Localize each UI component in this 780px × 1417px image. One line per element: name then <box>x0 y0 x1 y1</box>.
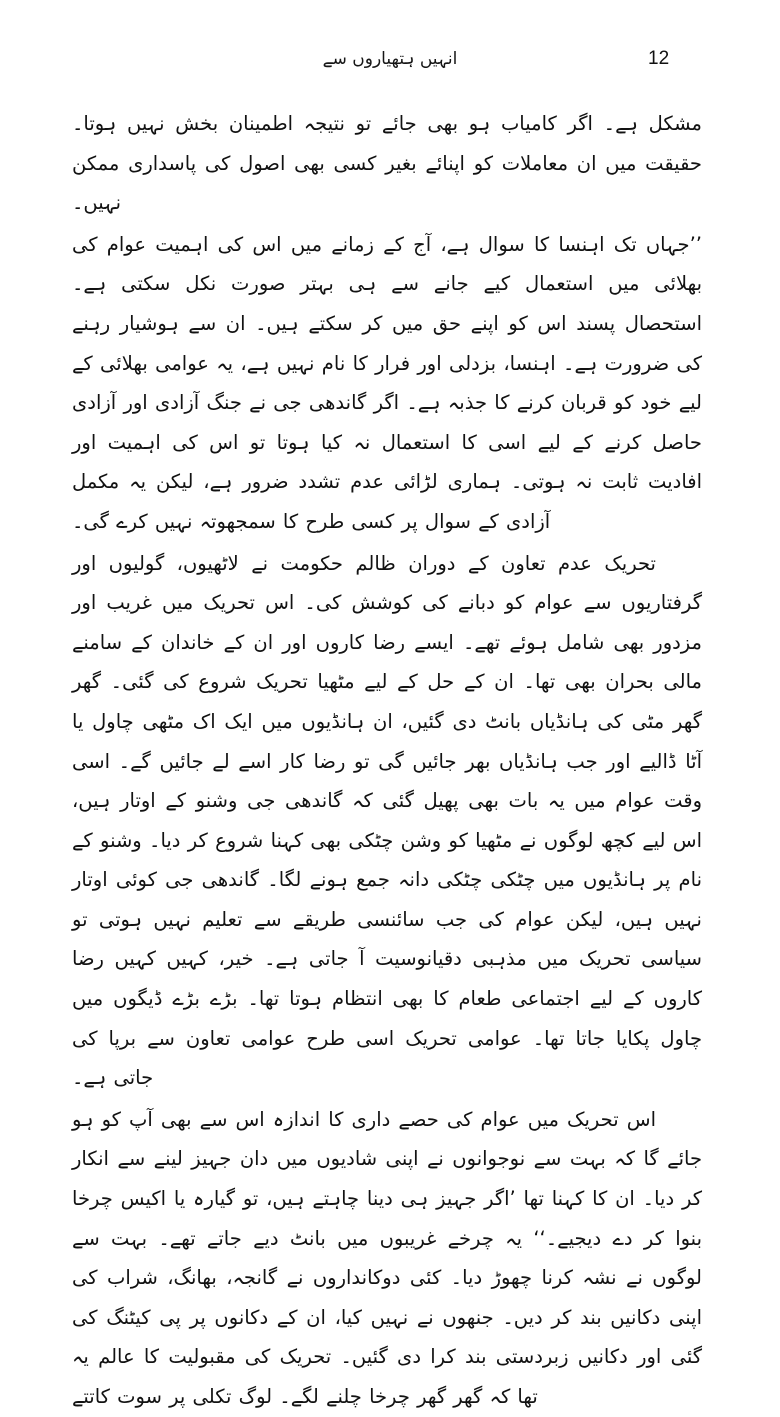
page-body-text <box>72 104 702 1408</box>
paragraph-quotation: ’’جہاں تک اہنسا کا سوال ہے، آج کے زمانے میں اس کی اہمیت عوام کی بھلائی میں استعمال کیے جانے سے ہی بہتر صورت نکل سکتی ہے۔ استحصال پسند اس کو اپنے حق میں کر سکتے ہیں۔ ان سے ہوشیار رہنے کی ضرورت ہے۔ اہنسا، بزدلی اور فرار کا نام نہیں ہے، یہ عوامی بھلائی کے لیے خود کو قربان کرنے کا جذبہ ہے۔ اگر گاندھی جی نے جنگ آزادی اور آزادی حاصل کرنے کے لیے اسی کا استعمال نہ کیا ہوتا تو اس کی اہمیت اور افادیت ثابت نہ ہوتی۔ ہماری لڑائی عدم تشدد ضرور ہے، لیکن یہ مکمل آزادی کے سوال پر کسی طرح کا سمجھوتہ نہیں کرے گی۔ <box>72 232 702 533</box>
paragraph-continued: مشکل ہے۔ اگر کامیاب ہو بھی جائے تو نتیجہ اطمینان بخش نہیں ہوتا۔ حقیقت میں ان معاملات کو اپنائے بغیر کسی بھی اصول کی پاسداری ممکن نہیں۔ <box>72 112 702 215</box>
page-number: 12 <box>648 48 670 69</box>
paragraph-movement-description: تحریک عدم تعاون کے دوران ظالم حکومت نے لاٹھیوں، گولیوں اور گرفتاریوں سے عوام کو دبانے کی کوشش کی۔ اس تحریک میں غریب اور مزدور بھی شامل ہوئے تھے۔ ایسے رضا کاروں اور ان کے خاندان کے سامنے مالی بحران بھی تھا۔ ان کے حل کے لیے مٹھیا تحریک شروع کی گئی۔ گھر گھر مٹی کی ہانڈیاں بانٹ دی گئیں، ان ہانڈیوں میں ایک اک مٹھی چاول یا آٹا ڈالیے اور جب ہانڈیاں بھر جائیں گی تو رضا کار اسے لے جائیں گے۔ اسی وقت عوام میں یہ بات بھی پھیل گئی کہ گاندھی جی وشنو کے اوتار ہیں، اس لیے کچھ لوگوں نے مٹھیا کو وشن چٹکی بھی کہنا شروع کر دیا۔ وشنو کے نام پر ہانڈیوں میں چٹکی چٹکی دانہ جمع ہونے لگا۔ گاندھی جی کوئی اوتار نہیں ہیں، لیکن عوام کی جب سائنسی طریقے سے تعلیم نہیں ہوتی تو سیاسی تحریک میں مذہبی دقیانوسیت آ جاتی ہے۔ خیر، کہیں کہیں رضا کاروں کے لیے اجتماعی طعام کا بھی انتظام ہوتا تھا۔ بڑے بڑے ڈیگوں میں چاول پکایا جاتا تھا۔ عوامی تحریک اسی طرح عوامی تعاون سے برپا کی جاتی ہے۔ <box>72 551 702 1090</box>
running-header-title: انہیں ہتھیاروں سے <box>322 49 458 69</box>
page-running-header <box>0 44 780 78</box>
paragraph-public-participation: اس تحریک میں عوام کی حصے داری کا اندازہ اس سے بھی آپ کو ہو جائے گا کہ بہت سے نوجوانوں نے اپنی شادیوں میں دان جہیز لینے سے انکار کر دیا۔ ان کا کہنا تھا ’اگر جہیز ہی دینا چاہتے ہیں، تو گیارہ یا اکیس چرخا بنوا کر دے دیجیے۔‘‘ یہ چرخے غریبوں میں بانٹ دیے جاتے تھے۔ بہت سے لوگوں نے نشہ کرنا چھوڑ دیا۔ کئی دوکانداروں نے گانجہ، بھانگ، شراب کی اپنی دکانیں بند کر دیں۔ جنھوں نے نہیں کیا، ان کے دکانوں پر پی کیٹنگ کی گئی اور دکانیں زبردستی بند کرا دی گئیں۔ تحریک کی مقبولیت کا عالم یہ تھا کہ گھر گھر چرخا چلنے لگے۔ لوگ تکلی پر سوت کاتتے <box>72 1107 702 1408</box>
